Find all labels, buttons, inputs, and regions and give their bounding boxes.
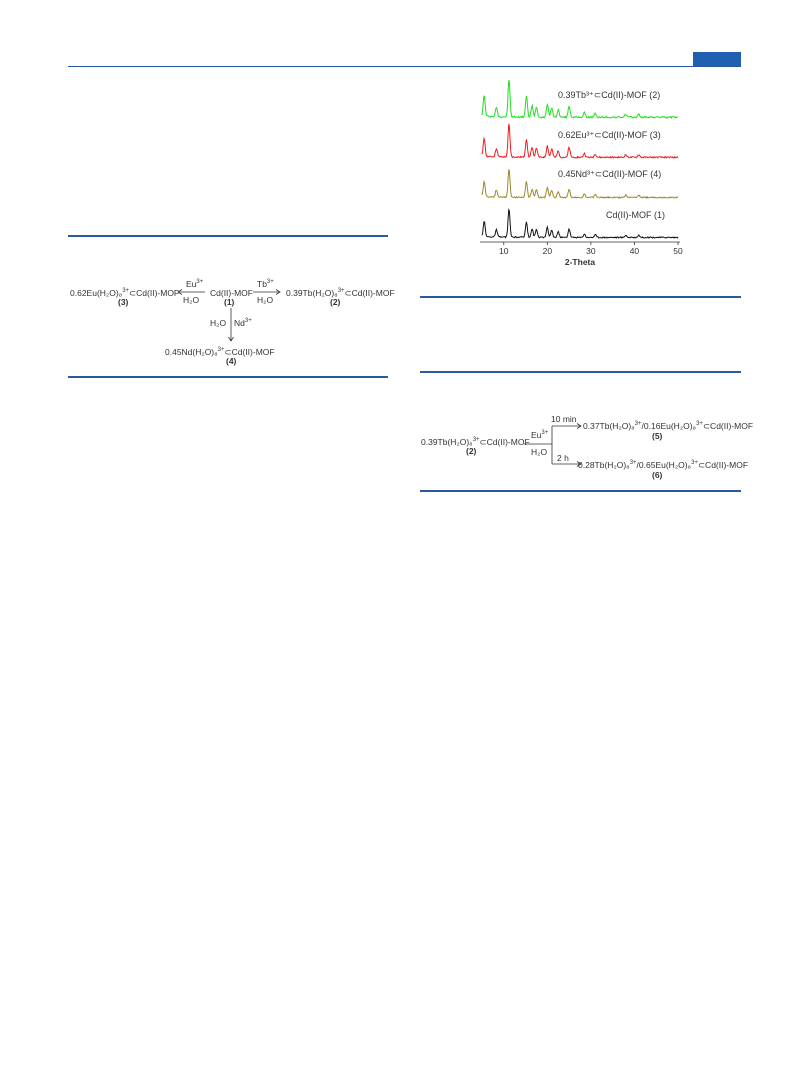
scheme2-start: 0.39Tb(H₂O)₈$^{3+}$⊂Cd(II)-MOF — [421, 437, 530, 447]
scheme1-right-reagent-top: $Tb^{3+}$ — [257, 279, 274, 289]
scheme2-top-rule — [420, 371, 741, 373]
scheme1-top-rule — [68, 235, 388, 237]
scheme1-bottom-product: 0.45Nd(H₂O)₈$^{3+}$⊂Cd(II)-MOF — [165, 347, 275, 357]
scheme2-product-bottom-num: (6) — [652, 470, 663, 480]
scheme1-bottom-num: (4) — [226, 356, 237, 366]
scheme1-left-product: 0.62Eu(H₂O)₈$^{3+}$⊂Cd(II)-MOF — [70, 288, 180, 298]
series-label-3: 0.45Nd³⁺⊂Cd(II)-MOF (4) — [558, 169, 662, 179]
series-line-2 — [482, 124, 678, 158]
x-tick-label-40: 40 — [629, 246, 640, 256]
scheme1-left-reagent-top: $Eu^{3+}$ — [186, 279, 204, 289]
x-tick-label-10: 10 — [499, 246, 509, 256]
x-axis-label: 2-Theta — [564, 257, 596, 267]
scheme2-product-top-num: (5) — [652, 431, 663, 441]
scheme1-right-num: (2) — [330, 297, 341, 307]
scheme2-reagent-top: $Eu^{3+}$ — [531, 430, 549, 440]
scheme2-time-top: 10 min — [551, 414, 577, 424]
scheme1-center: Cd(II)-MOF — [210, 288, 253, 298]
series-label-4: Cd(II)-MOF (1) — [606, 210, 665, 220]
scheme2-product-top: 0.37Tb(H₂O)₈$^{3+}$/0.16Eu(H₂O)₈$^{3+}$⊂Cd(II)-MOF — [583, 421, 754, 431]
series-label-1: 0.39Tb³⁺⊂Cd(II)-MOF (2) — [558, 90, 661, 100]
scheme1-down-reagent-right: $Nd^{3+}$ — [234, 318, 252, 328]
scheme2-product-bottom: 0.28Tb(H₂O)₈$^{3+}$/0.65Eu(H₂O)₈$^{3+}$⊂Cd(II)-MOF — [578, 460, 749, 470]
scheme1-left-num: (3) — [118, 297, 129, 307]
scheme1-down-reagent-left: H₂O — [210, 318, 227, 328]
scheme1-right-reagent-bottom: H₂O — [257, 295, 274, 305]
pxrd-chart — [470, 70, 700, 280]
header-accent-tab — [693, 52, 741, 66]
scheme1-left-reagent-bottom: H₂O — [183, 295, 200, 305]
header-rule — [68, 66, 741, 67]
scheme2-branch-arrows — [524, 420, 584, 470]
scheme2-start-num: (2) — [466, 446, 477, 456]
scheme1-center-num: (1) — [224, 297, 235, 307]
x-tick-label-30: 30 — [586, 246, 596, 256]
scheme2-reagent-bottom: H₂O — [531, 447, 548, 457]
figure-caption-top-rule — [420, 296, 741, 298]
x-tick-label-20: 20 — [542, 246, 553, 256]
scheme2-time-bottom: 2 h — [557, 453, 569, 463]
x-tick-label-50: 50 — [673, 246, 683, 256]
series-label-2: 0.62Eu³⁺⊂Cd(II)-MOF (3) — [558, 130, 661, 140]
scheme1-right-product: 0.39Tb(H₂O)₈$^{3+}$⊂Cd(II)-MOF — [286, 288, 395, 298]
scheme1-bottom-rule — [68, 376, 388, 378]
scheme2-bottom-rule — [420, 490, 741, 492]
